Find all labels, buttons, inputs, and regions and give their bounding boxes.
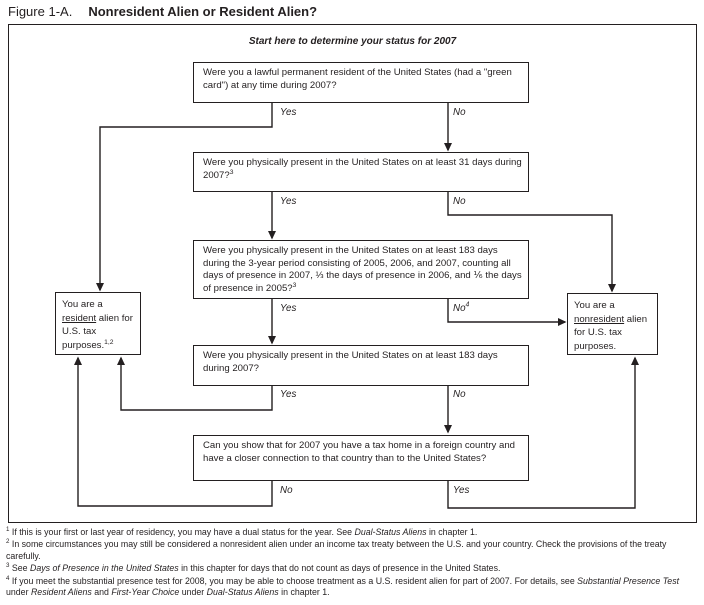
- branch-label-q1-yes: Yes: [280, 107, 297, 118]
- branch-label-q3-yes: Yes: [280, 303, 297, 314]
- branch-label-q3-no: No$^4$: [453, 301, 470, 314]
- branch-label-q2-yes: Yes: [280, 196, 297, 207]
- start-instruction: Start here to determine your status for 2007: [248, 36, 457, 47]
- question-present-183-days-2007: Were you physically present in the United States on at least 183 days during 2007?: [193, 345, 529, 386]
- question-green-card: Were you a lawful permanent resident of the United States (had a "green card") at any time during 2007?: [193, 62, 529, 103]
- question-present-31-days: Were you physically present in the United States on at least 31 days during 2007?$^3$: [193, 152, 529, 192]
- branch-label-q4-no: No: [453, 389, 466, 400]
- figure-title: [8, 4, 317, 19]
- footnote-3: $^3$ See Days of Presence in the United States in this chapter for days that do not count as days of presence in the United States.: [6, 562, 501, 574]
- footnote-1: $^1$ If this is your first or last year of residency, you may have a dual status for the year. See Dual-Status Aliens in chapter 1.: [6, 526, 478, 537]
- result-nonresident-alien: You are a nonresident alien for U.S. tax purposes.: [567, 293, 658, 355]
- footnote-2: $^2$ In some circumstances you may still be considered a nonresident alien under an income tax treaty between the U.S. and your country. Check the provisions of the treaty carefully.: [6, 538, 667, 561]
- figure-label: Figure 1-A.: [8, 4, 73, 19]
- branch-label-q4-yes: Yes: [280, 389, 297, 400]
- question-tax-home-closer-connection: Can you show that for 2007 you have a tax home in a foreign country and have a closer connection to that country than to the United States?: [193, 435, 529, 481]
- branch-label-q5-no: No: [280, 485, 293, 496]
- branch-label-q5-yes: Yes: [453, 485, 470, 496]
- figure-heading: Nonresident Alien or Resident Alien?: [88, 4, 318, 19]
- result-resident-alien: You are a resident alien for U.S. tax purposes.$^{1,2}$: [55, 292, 141, 355]
- footnote-4: $^4$ If you meet the substantial presence test for 2008, you may be able to choose treatment as a U.S. resident alien for part of 2007. For details, see Substantial Presence Test under Resident Aliens and First-Year Choice under Dual-Status Aliens in chapter 1.: [6, 574, 680, 598]
- branch-label-q2-no: No: [453, 196, 466, 207]
- question-present-183-days-3-year: Were you physically present in the United States on at least 183 days during the 3-year period consisting of 2005, 2006, and 2007, counting all days of presence in 2007, ⅓ the days of presence in 2006, and ⅙ the days of presence in 2005?$^3$: [193, 240, 529, 299]
- branch-label-q1-no: No: [453, 107, 466, 118]
- footnotes: [6, 527, 700, 599]
